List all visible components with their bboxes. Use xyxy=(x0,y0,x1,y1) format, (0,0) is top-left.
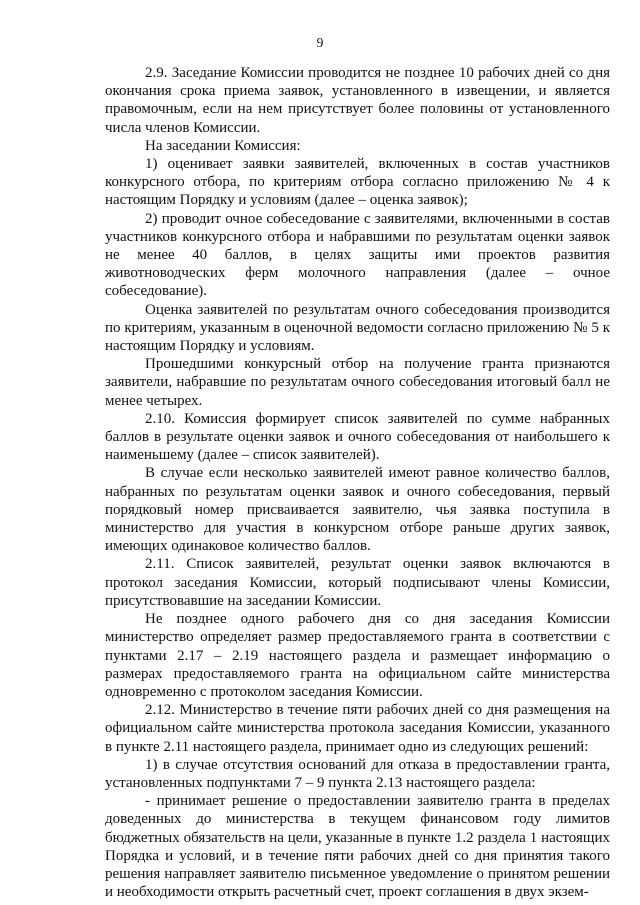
paragraph-2-10: 2.10. Комиссия формирует список заявителей по сумме набранных баллов в результате оценки заявок и очного собеседования от наибольшего к наименьшему (далее – список заявителей). xyxy=(105,410,610,464)
paragraph-decision-1: 1) в случае отсутствия оснований для отказа в предоставлении гранта, установленных подпунктами 7 – 9 пункта 2.13 настоящего раздела: xyxy=(105,756,610,791)
page-number: 9 xyxy=(316,35,324,50)
paragraph-2-12: 2.12. Министерство в течение пяти рабочих дней со дня размещения на официальном сайте министерства протокола заседания Комиссии, указанного в пункте 2.11 настоящего раздела, принимает одно из следующих решений: xyxy=(105,702,610,755)
paragraph-grant-size: Не позднее одного рабочего дня со дня заседания Комиссии министерство определяет размер предоставляемого гранта в соответствии с пунктами 2.17 – 2.19 настоящего раздела и размещает информацию о размерах предоставляемого гранта на официальном сайте министерства одновременно с протоколом заседания Комиссии. xyxy=(105,611,610,700)
paragraph-decision-grant: - принимает решение о предоставлении заявителю гранта в пределах доведенных до министерства в текущем финансовом году лимитов бюджетных обязательств на цели, указанные в пункте 1.2 раздела 1 настоящих Порядка и условий, и в течение пяти рабочих дней со дня принятия такого решения направляет заявителю письменное уведомление о принятом решении и необходимости открыть расчетный счет, проект соглашения в двух экзем- xyxy=(105,793,610,901)
paragraph-2-11: 2.11. Список заявителей, результат оценки заявок включаются в протокол заседания Комиссии, который подписывают члены Комиссии, присутствовавшие на заседании Комиссии. xyxy=(105,556,610,609)
paragraph-passing-score: Прошедшими конкурсный отбор на получение гранта признаются заявители, набравшие по результатам очного собеседования итоговый балл не менее четырех. xyxy=(105,356,610,409)
document-body xyxy=(105,64,610,901)
paragraph-item-1-evaluation: 1) оценивает заявки заявителей, включенных в состав участников конкурсного отбора, по критериям отбора согласно приложению № 4 к настоящим Порядку и условиям (далее – оценка заявок); xyxy=(105,156,610,209)
paragraph-item-2-interview: 2) проводит очное собеседование с заявителями, включенными в состав участников конкурсного отбора и набравшими по результатам оценки заявок не менее 40 баллов, в целях защиты ими проектов развития животноводческих ферм молочного направления (далее – очное собеседование). xyxy=(105,210,610,300)
paragraph-interview-criteria: Оценка заявителей по результатам очного собеседования производится по критериям, указанным в оценочной ведомости согласно приложению № 5 к настоящим Порядку и условиям. xyxy=(105,301,610,355)
paragraph-equal-scores: В случае если несколько заявителей имеют равное количество баллов, набранных по результатам оценки заявок и очного собеседования, первый порядковый номер присваивается заявителю, чья заявка поступила в министерство для участия в конкурсном отборе раньше других заявок, имеющих одинаковое количество баллов. xyxy=(105,465,610,555)
paragraph-commission-intro: На заседании Комиссия: xyxy=(145,137,301,154)
paragraph-2-9: 2.9. Заседание Комиссии проводится не позднее 10 рабочих дней со дня окончания срока приема заявок, установленного в извещении, и является правомочным, если на нем присутствует более половины от установленного числа членов Комиссии. xyxy=(105,65,610,136)
